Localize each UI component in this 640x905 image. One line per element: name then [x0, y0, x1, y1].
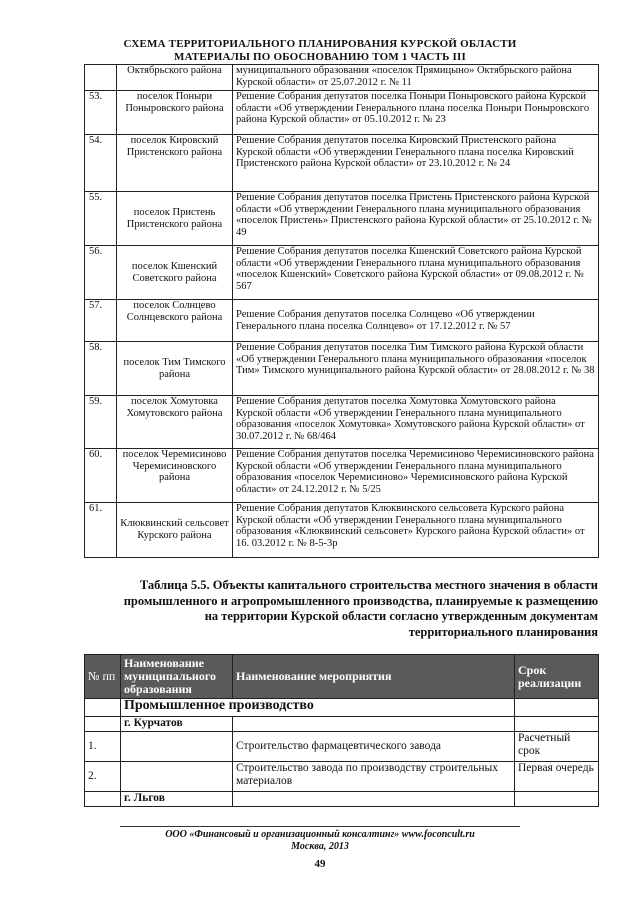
municipality-name: поселок Черемисиново Черемисиновского района [117, 449, 233, 503]
row-number [85, 65, 117, 91]
empty-cell [515, 717, 599, 732]
page-number: 49 [314, 858, 326, 870]
caption-line: промышленного и агропромышленного производства, планируемые к размещению [123, 593, 598, 608]
table-row [85, 192, 599, 246]
municipality-name: поселок Пристень Пристенского района [117, 192, 233, 246]
table-row [85, 65, 599, 91]
row-number: 59. [85, 396, 117, 449]
empty-cell [121, 762, 233, 792]
row-number: 60. [85, 449, 117, 503]
header-term: Срок реализации [515, 655, 599, 699]
municipality-name: поселок Кировский Пристенского района [117, 135, 233, 192]
decision-text: Решение Собрания депутатов поселка Пристень Пристенского района Курской области «Об утверждении Генерального плана муниципального образования «поселок Пристень» Пристенского района Курской области» от 25.10.2012 г. № 49 [233, 192, 599, 246]
table-row [85, 449, 599, 503]
page-footer [0, 829, 640, 853]
table-row [85, 762, 599, 792]
municipality-name: поселок Кшенский Советского района [117, 246, 233, 300]
decision-text: Решение Собрания депутатов поселка Кировский Пристенского района Курской области «Об утверждении Генерального плана поселка Кировский Пристенского района Курской области» от 23.10.2012 г. № 24 [233, 135, 599, 192]
footer-divider [120, 826, 520, 827]
empty-cell [85, 699, 121, 717]
header-municipality: Наименование муниципального образования [121, 655, 233, 699]
city-row [85, 792, 599, 807]
municipality-name: Октябрьского района [117, 65, 233, 91]
header-subtitle: МАТЕРИАЛЫ ПО ОБОСНОВАНИЮ ТОМ 1 ЧАСТЬ III [174, 51, 466, 63]
municipal-plans-table [84, 64, 599, 558]
table-caption [84, 578, 598, 640]
municipality-name: поселок Солнцево Солнцевского района [117, 300, 233, 342]
empty-cell [85, 717, 121, 732]
event-text: Строительство завода по производству строительных материалов [233, 762, 515, 792]
table-row [85, 246, 599, 300]
term-text: Первая очередь [515, 762, 599, 792]
row-number: 58. [85, 342, 117, 396]
caption-line: территориального планирования [408, 624, 598, 639]
event-text: Строительство фармацевтического завода [233, 732, 515, 762]
header-event: Наименование мероприятия [233, 655, 515, 699]
industrial-objects-table [84, 654, 599, 807]
decision-text: Решение Собрания депутатов поселка Черемисиново Черемисиновского района Курской области «Об утверждении Генерального плана муниципального образования «поселок Черемисиново» Черемисиновского района Курской области» от 24.12.2012 г. № 5/25 [233, 449, 599, 503]
row-number: 61. [85, 503, 117, 558]
table-row [85, 503, 599, 558]
table-row [85, 342, 599, 396]
table-row [85, 300, 599, 342]
footer-organization: ООО «Финансовый и организационный консалтинг» www.foconcult.ru [165, 829, 475, 840]
header-title: СХЕМА ТЕРРИТОРИАЛЬНОГО ПЛАНИРОВАНИЯ КУРСКОЙ ОБЛАСТИ [123, 38, 517, 50]
section-title: Промышленное производство [121, 699, 515, 717]
decision-text: Решение Собрания депутатов Клюквинского сельсовета Курского района Курской области «Об утверждении Генерального плана муниципального образования «Клюквинский сельсовет» Курского района Курской области» от 16. 03.2012 г. № 8-5-3р [233, 503, 599, 558]
row-number: 53. [85, 91, 117, 135]
decision-text: Решение Собрания депутатов поселка Поныри Поныровского района Курской области «Об утверждении Генерального плана поселка Поныри Поныровского района Курской области» от 05.10.2012 г. № 23 [233, 91, 599, 135]
section-row [85, 699, 599, 717]
caption-line: на территории Курской области согласно утвержденным документам [204, 609, 598, 623]
footer-city: Москва, 2013 [291, 841, 349, 852]
row-number: 2. [85, 762, 121, 792]
empty-cell [233, 792, 515, 807]
row-number: 57. [85, 300, 117, 342]
city-name: г. Курчатов [121, 717, 233, 732]
empty-cell [233, 717, 515, 732]
decision-text: муниципального образования «поселок Прямицыно» Октябрьского района Курской области» от 25.07.2012 г. № 11 [233, 65, 599, 91]
table-row [85, 396, 599, 449]
decision-text: Решение Собрания депутатов поселка Солнцево «Об утверждении Генерального плана поселка Солнцево» от 17.12.2012 г. № 57 [233, 300, 599, 342]
page-header [0, 38, 640, 64]
empty-cell [85, 792, 121, 807]
municipality-name: поселок Тим Тимского района [117, 342, 233, 396]
city-name: г. Льгов [121, 792, 233, 807]
municipality-name: поселок Хомутовка Хомутовского района [117, 396, 233, 449]
header-number: № пп [85, 655, 121, 699]
decision-text: Решение Собрания депутатов поселка Кшенский Советского района Курской области «Об утверждении Генерального плана муниципального образования «поселок Кшенский» Советского района Курской области» от 09.08.2012 г. № 567 [233, 246, 599, 300]
row-number: 55. [85, 192, 117, 246]
decision-text: Решение Собрания депутатов поселка Хомутовка Хомутовского района Курской области «Об утверждении Генерального плана муниципального образования «поселок Хомутовка» Хомутовского района Курской области» от 30.07.2012 г. № 68/464 [233, 396, 599, 449]
municipality-name: Клюквинский сельсовет Курского района [117, 503, 233, 558]
table-row [85, 732, 599, 762]
table-row [85, 135, 599, 192]
term-text: Расчетный срок [515, 732, 599, 762]
table-header-row [85, 655, 599, 699]
empty-cell [515, 792, 599, 807]
empty-cell [121, 732, 233, 762]
table-row [85, 91, 599, 135]
decision-text: Решение Собрания депутатов поселка Тим Тимского района Курской области «Об утверждении Генерального плана муниципального образования «поселок Тим» Тимского муниципального района Курской области» от 28.08.2012 г. № 38 [233, 342, 599, 396]
row-number: 54. [85, 135, 117, 192]
empty-cell [515, 699, 599, 717]
caption-line: Таблица 5.5. Объекты капитального строительства местного значения в области [139, 578, 598, 592]
row-number: 56. [85, 246, 117, 300]
row-number: 1. [85, 732, 121, 762]
municipality-name: поселок Поныри Поныровского района [117, 91, 233, 135]
city-row [85, 717, 599, 732]
